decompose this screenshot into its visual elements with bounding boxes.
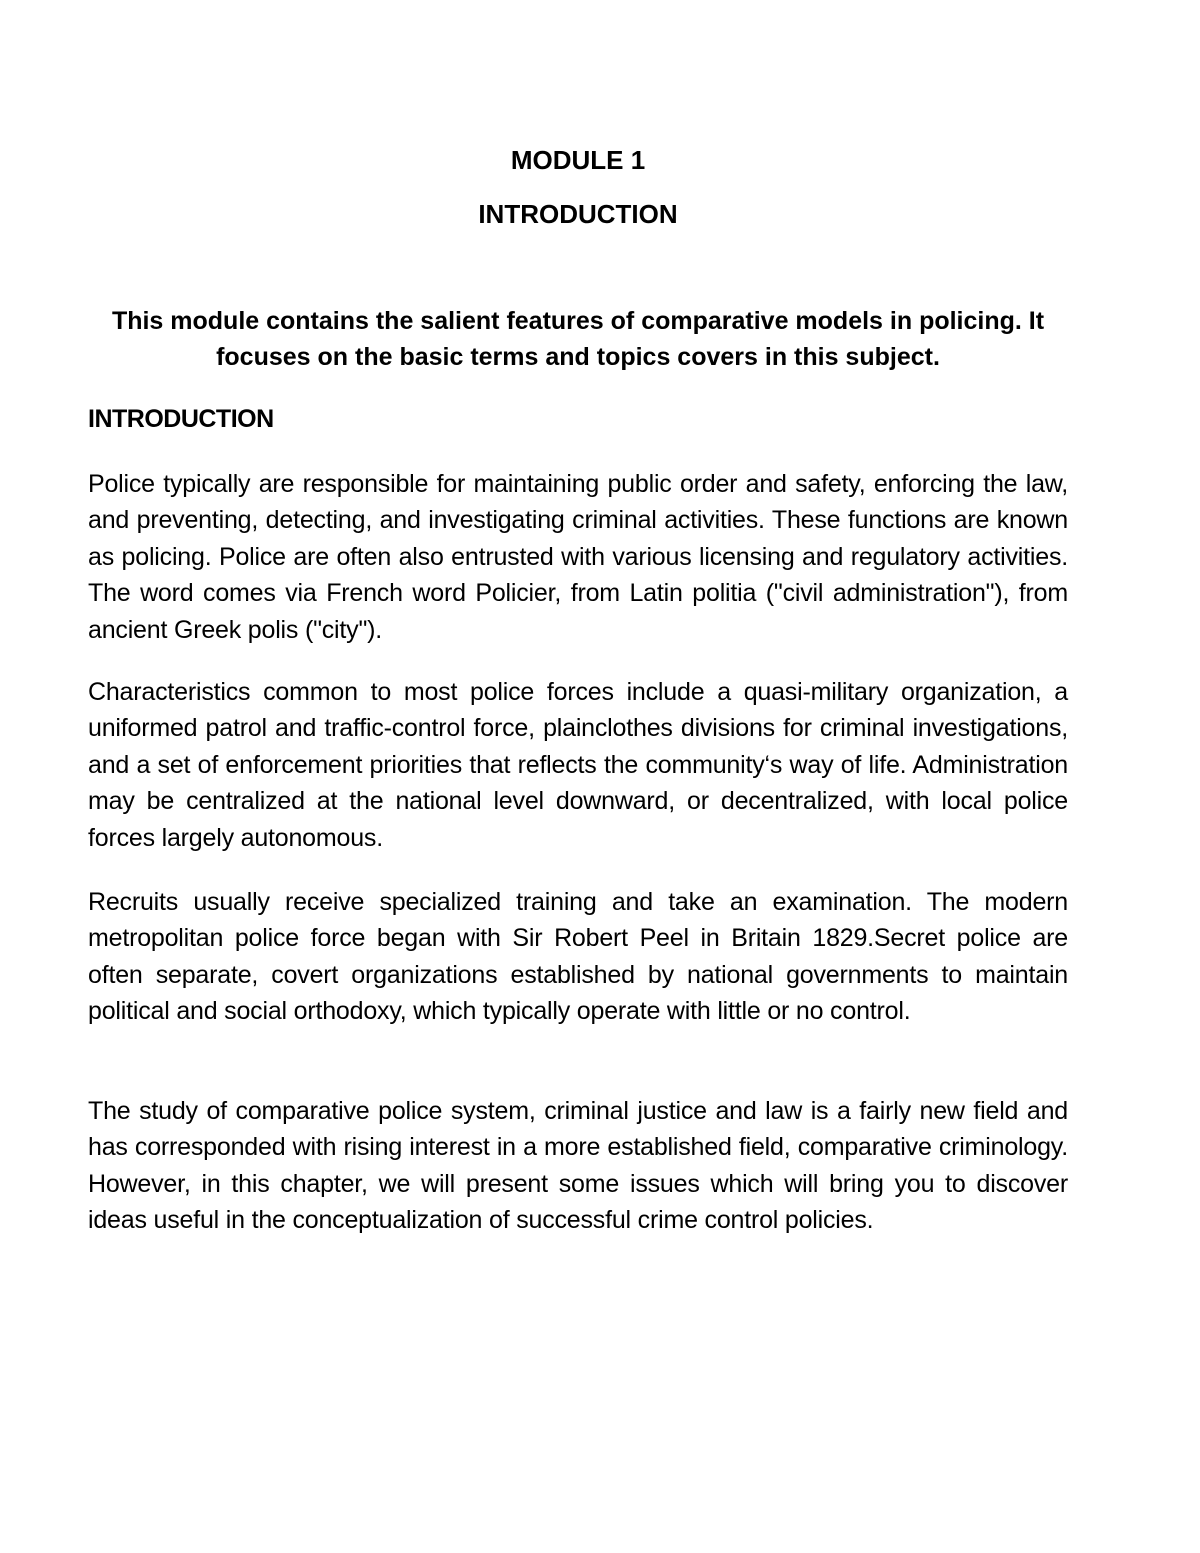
- paragraph-policing-definition: Police typically are responsible for maintaining public order and safety, enforcing the law, and preventing, detecting, and investigating criminal activities. These functions are known as policing. Police are often also entrusted with various licensing and regulatory activities. The word comes via French word Policier, from Latin politia ("civil administration"), from ancient Greek polis ("city").: [88, 470, 1068, 644]
- module-number: MODULE 1: [510, 145, 646, 175]
- paragraph-police-characteristics: Characteristics common to most police forces include a quasi-military organization, a uniformed patrol and traffic-control force, plainclothes divisions for criminal investigations, and a set of enforcement priorities that reflects the community‘s way of life. Administration may be centralized at the national level downward, or decentralized, with local police forces largely autonomous.: [88, 678, 1068, 852]
- section-heading: INTRODUCTION: [88, 405, 274, 433]
- module-title: INTRODUCTION: [478, 199, 678, 229]
- paragraph-recruits-history: Recruits usually receive specialized training and take an examination. The modern metropolitan police force began with Sir Robert Peel in Britain 1829.Secret police are often separate, covert organizations established by national governments to maintain political and social orthodoxy, which typically operate with little or no control.: [88, 888, 1068, 1026]
- paragraph-comparative-study: The study of comparative police system, criminal justice and law is a fairly new field and has corresponded with rising interest in a more established field, comparative criminology. However, in this chapter, we will present some issues which will bring you to discover ideas useful in the conceptualization of successful crime control policies.: [88, 1097, 1068, 1235]
- module-summary: This module contains the salient features of comparative models in policing. It focuses on the basic terms and topics covers in this subject.: [111, 307, 1045, 371]
